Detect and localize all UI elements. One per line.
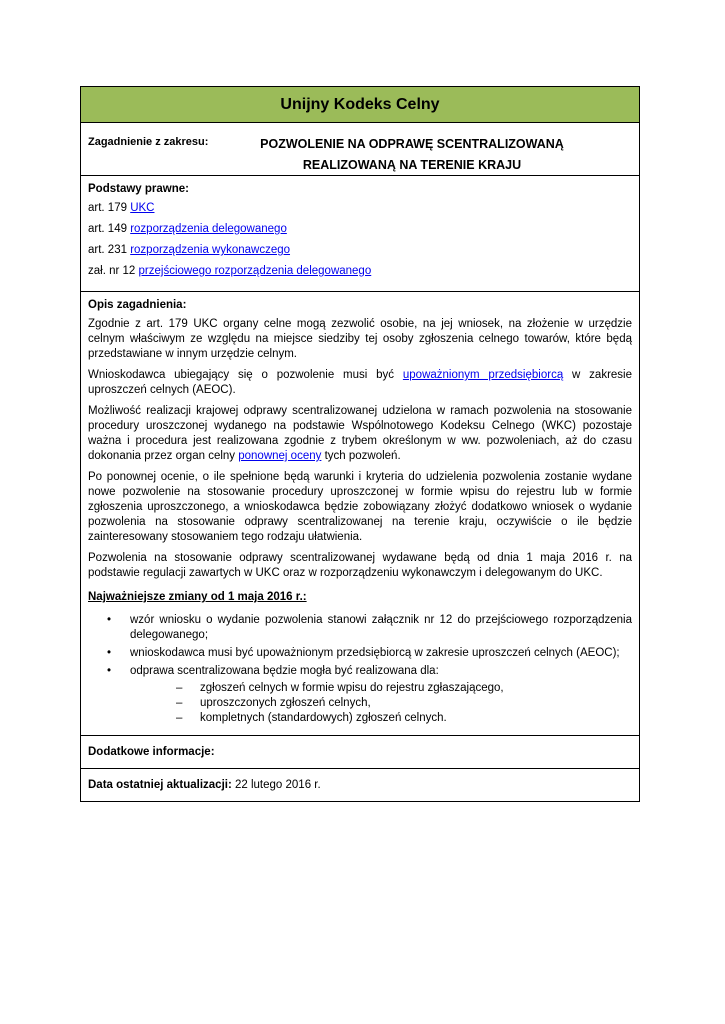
document-title: Unijny Kodeks Celny	[280, 96, 440, 113]
list-item	[88, 646, 632, 661]
topic-title-line-1: POZWOLENIE NA ODPRAWĘ SCENTRALIZOWANĄ	[260, 137, 564, 151]
legal-basis-item	[88, 264, 632, 279]
link-authorised-operator[interactable]: upoważnionym przedsiębiorcą	[402, 369, 564, 381]
legal-basis-item	[88, 243, 632, 258]
paragraph-text: w zakresie uproszczeń celnych (AEOC).	[88, 369, 632, 396]
changes-list	[88, 613, 632, 726]
link-delegated-regulation[interactable]: rozporządzenia delegowanego	[130, 223, 287, 235]
last-update-section	[81, 768, 639, 801]
sub-list-item	[130, 696, 632, 711]
dash-icon: –	[176, 712, 183, 724]
sub-list-item	[130, 711, 632, 726]
legal-basis-prefix: art. 179	[88, 202, 127, 214]
bullet-icon: •	[107, 665, 112, 677]
document-table	[80, 86, 640, 802]
list-item-text: odprawa scentralizowana będzie mogła być realizowana dla:	[130, 665, 439, 677]
bullet-icon: •	[107, 647, 112, 659]
dash-icon: –	[176, 697, 183, 709]
topic-section	[81, 122, 639, 175]
paragraph-text: Wnioskodawca ubiegający się o pozwolenie musi być	[88, 369, 395, 381]
sub-list-item	[130, 681, 632, 696]
description-paragraph-3	[88, 404, 632, 464]
sub-list-item-text: uproszczonych zgłoszeń celnych,	[200, 697, 371, 709]
legal-basis-prefix: zał. nr 12	[88, 265, 136, 277]
description-title: Opis zagadnienia:	[88, 299, 187, 311]
last-update-label: Data ostatniej aktualizacji:	[88, 779, 232, 791]
dash-icon: –	[176, 682, 183, 694]
paragraph-text: Możliwość realizacji krajowej odprawy scentralizowanej udzielona w ramach pozwolenia na stosowanie procedury uroszczonej wydanego na podstawie Wspólnotowego Kodeksu Celnego (WKC) pozostaje ważna i procedura jest realizowana zgodnie z trybem określonym w ww. pozwoleniach, aż do czasu dokonania przez organ celny	[88, 405, 632, 462]
legal-basis-section	[81, 175, 639, 291]
last-update-value: 22 lutego 2016 r.	[235, 779, 321, 791]
list-item-text: wnioskodawca musi być upoważnionym przedsiębiorcą w zakresie uproszczeń celnych (AEOC);	[130, 647, 620, 659]
list-item-text: wzór wniosku o wydanie pozwolenia stanowi załącznik nr 12 do przejściowego rozporządzenia delegowanego;	[130, 614, 632, 641]
legal-basis-item	[88, 201, 632, 216]
description-paragraph-5: Pozwolenia na stosowanie odprawy scentralizowanej wydawane będą od dnia 1 maja 2016 r. na podstawie regulacji zawartych w UKC oraz w rozporządzeniu wykonawczym i delegowanym do UKC.	[88, 552, 632, 579]
list-item	[88, 664, 632, 726]
topic-label: Zagadnienie z zakresu:	[88, 136, 209, 148]
link-transitional-delegated-regulation[interactable]: przejściowego rozporządzenia delegowanego	[138, 265, 372, 277]
bullet-icon: •	[107, 614, 112, 626]
legal-basis-prefix: art. 231	[88, 244, 127, 256]
description-paragraph-4: Po ponownej ocenie, o ile spełnione będą warunki i kryteria do udzielenia pozwolenia zostanie wydane nowe pozwolenie na stosowanie procedury uproszczonej w formie wpisu do rejestru lub w formie zgłoszenia uproszczonego, a wnioskodawca będzie zobowiązany złożyć dodatkowo wniosek o wydanie pozwolenia na stosowanie odprawy scentralizowanej na terenie kraju, oczywiście o ile będzie zainteresowany stosowaniem tego rodzaju ułatwienia.	[88, 471, 632, 543]
legal-basis-prefix: art. 149	[88, 223, 127, 235]
description-paragraph-2	[88, 368, 632, 398]
legal-basis-item	[88, 222, 632, 237]
changes-title: Najważniejsze zmiany od 1 maja 2016 r.:	[88, 591, 307, 603]
legal-basis-title: Podstawy prawne:	[88, 183, 189, 195]
sub-list	[130, 681, 632, 726]
additional-info-label: Dodatkowe informacje:	[88, 746, 215, 758]
topic-title-line-2: REALIZOWANĄ NA TERENIE KRAJU	[302, 158, 522, 172]
link-ukc[interactable]: UKC	[130, 202, 155, 214]
description-paragraph-1: Zgodnie z art. 179 UKC organy celne mogą zezwolić osobie, na jej wniosek, na złożenie w urzędzie celnym właściwym ze względu na miejsce siedziby tej osoby zgłoszenia celnego towarów, które będą przedstawiane w innym urzędzie celnym.	[88, 318, 632, 360]
document-header	[81, 87, 639, 122]
sub-list-item-text: kompletnych (standardowych) zgłoszeń celnych.	[200, 712, 447, 724]
topic-title	[247, 134, 577, 176]
sub-list-item-text: zgłoszeń celnych w formie wpisu do rejestru zgłaszającego,	[200, 682, 504, 694]
paragraph-text: tych pozwoleń.	[324, 450, 401, 462]
list-item	[88, 613, 632, 643]
link-implementing-regulation[interactable]: rozporządzenia wykonawczego	[130, 244, 291, 256]
description-section	[81, 291, 639, 735]
additional-info-section	[81, 735, 639, 768]
link-reassessment[interactable]: ponownej oceny	[238, 450, 322, 462]
